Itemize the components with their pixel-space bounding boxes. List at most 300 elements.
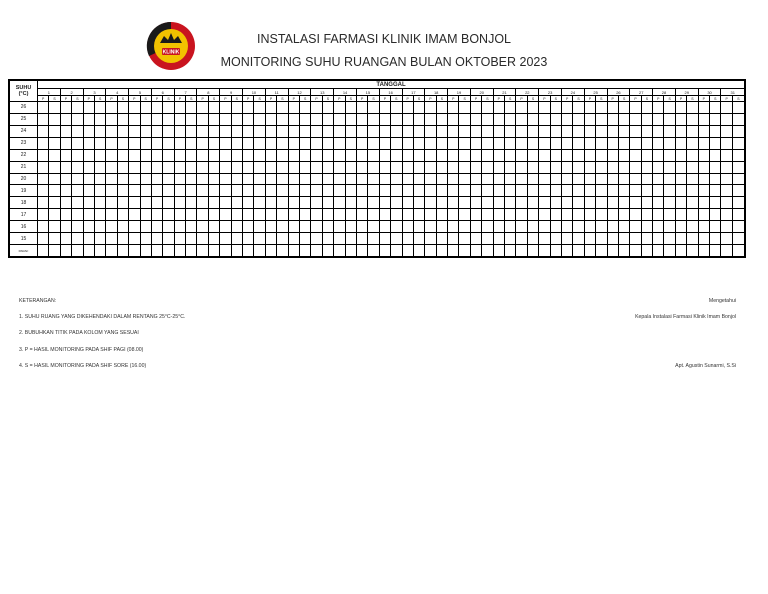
- reading-cell[interactable]: [630, 137, 641, 149]
- reading-cell[interactable]: [675, 113, 686, 125]
- reading-cell[interactable]: [231, 102, 242, 114]
- reading-cell[interactable]: [277, 137, 288, 149]
- reading-cell[interactable]: [721, 173, 732, 185]
- reading-cell[interactable]: [197, 185, 208, 197]
- reading-cell[interactable]: [596, 185, 607, 197]
- reading-cell[interactable]: [413, 173, 424, 185]
- reading-cell[interactable]: [630, 161, 641, 173]
- reading-cell[interactable]: [687, 245, 698, 257]
- reading-cell[interactable]: [505, 245, 516, 257]
- reading-cell[interactable]: [186, 125, 197, 137]
- reading-cell[interactable]: [391, 197, 402, 209]
- reading-cell[interactable]: [470, 221, 481, 233]
- reading-cell[interactable]: [186, 137, 197, 149]
- reading-cell[interactable]: [163, 221, 174, 233]
- reading-cell[interactable]: [561, 125, 572, 137]
- reading-cell[interactable]: [459, 233, 470, 245]
- reading-cell[interactable]: [516, 102, 527, 114]
- reading-cell[interactable]: [208, 102, 219, 114]
- reading-cell[interactable]: [277, 149, 288, 161]
- reading-cell[interactable]: [311, 161, 322, 173]
- reading-cell[interactable]: [94, 233, 105, 245]
- reading-cell[interactable]: [664, 233, 675, 245]
- reading-cell[interactable]: [698, 149, 709, 161]
- reading-cell[interactable]: [174, 125, 185, 137]
- reading-cell[interactable]: [618, 137, 629, 149]
- reading-cell[interactable]: [391, 221, 402, 233]
- reading-cell[interactable]: [49, 173, 60, 185]
- reading-cell[interactable]: [664, 197, 675, 209]
- reading-cell[interactable]: [129, 113, 140, 125]
- reading-cell[interactable]: [482, 102, 493, 114]
- reading-cell[interactable]: [391, 209, 402, 221]
- reading-cell[interactable]: [208, 137, 219, 149]
- reading-cell[interactable]: [539, 233, 550, 245]
- reading-cell[interactable]: [334, 113, 345, 125]
- reading-cell[interactable]: [470, 113, 481, 125]
- reading-cell[interactable]: [231, 137, 242, 149]
- reading-cell[interactable]: [163, 102, 174, 114]
- reading-cell[interactable]: [197, 245, 208, 257]
- reading-cell[interactable]: [129, 197, 140, 209]
- reading-cell[interactable]: [38, 125, 49, 137]
- reading-cell[interactable]: [277, 173, 288, 185]
- reading-cell[interactable]: [732, 125, 744, 137]
- reading-cell[interactable]: [721, 245, 732, 257]
- reading-cell[interactable]: [94, 161, 105, 173]
- reading-cell[interactable]: [584, 221, 595, 233]
- reading-cell[interactable]: [186, 197, 197, 209]
- reading-cell[interactable]: [527, 245, 538, 257]
- reading-cell[interactable]: [322, 245, 333, 257]
- reading-cell[interactable]: [607, 185, 618, 197]
- reading-cell[interactable]: [277, 233, 288, 245]
- reading-cell[interactable]: [425, 125, 436, 137]
- reading-cell[interactable]: [368, 221, 379, 233]
- reading-cell[interactable]: [208, 173, 219, 185]
- reading-cell[interactable]: [83, 197, 94, 209]
- reading-cell[interactable]: [641, 113, 652, 125]
- reading-cell[interactable]: [231, 233, 242, 245]
- reading-cell[interactable]: [675, 233, 686, 245]
- reading-cell[interactable]: [49, 125, 60, 137]
- reading-cell[interactable]: [163, 161, 174, 173]
- reading-cell[interactable]: [687, 185, 698, 197]
- reading-cell[interactable]: [174, 173, 185, 185]
- reading-cell[interactable]: [482, 221, 493, 233]
- reading-cell[interactable]: [561, 233, 572, 245]
- reading-cell[interactable]: [151, 221, 162, 233]
- reading-cell[interactable]: [311, 185, 322, 197]
- reading-cell[interactable]: [72, 161, 83, 173]
- reading-cell[interactable]: [653, 125, 664, 137]
- reading-cell[interactable]: [561, 137, 572, 149]
- reading-cell[interactable]: [356, 245, 367, 257]
- reading-cell[interactable]: [402, 173, 413, 185]
- reading-cell[interactable]: [630, 185, 641, 197]
- reading-cell[interactable]: [493, 149, 504, 161]
- reading-cell[interactable]: [664, 125, 675, 137]
- reading-cell[interactable]: [698, 185, 709, 197]
- reading-cell[interactable]: [117, 197, 128, 209]
- reading-cell[interactable]: [618, 102, 629, 114]
- reading-cell[interactable]: [60, 149, 71, 161]
- reading-cell[interactable]: [379, 185, 390, 197]
- reading-cell[interactable]: [311, 233, 322, 245]
- reading-cell[interactable]: [72, 209, 83, 221]
- reading-cell[interactable]: [345, 221, 356, 233]
- reading-cell[interactable]: [186, 245, 197, 257]
- reading-cell[interactable]: [94, 221, 105, 233]
- reading-cell[interactable]: [220, 233, 231, 245]
- reading-cell[interactable]: [505, 113, 516, 125]
- reading-cell[interactable]: [493, 102, 504, 114]
- reading-cell[interactable]: [299, 149, 310, 161]
- reading-cell[interactable]: [732, 113, 744, 125]
- reading-cell[interactable]: [174, 245, 185, 257]
- reading-cell[interactable]: [231, 161, 242, 173]
- reading-cell[interactable]: [49, 137, 60, 149]
- reading-cell[interactable]: [220, 209, 231, 221]
- reading-cell[interactable]: [243, 125, 254, 137]
- reading-cell[interactable]: [334, 233, 345, 245]
- reading-cell[interactable]: [186, 209, 197, 221]
- reading-cell[interactable]: [436, 221, 447, 233]
- reading-cell[interactable]: [641, 245, 652, 257]
- reading-cell[interactable]: [94, 137, 105, 149]
- reading-cell[interactable]: [163, 125, 174, 137]
- reading-cell[interactable]: [38, 221, 49, 233]
- reading-cell[interactable]: [163, 209, 174, 221]
- reading-cell[interactable]: [596, 113, 607, 125]
- reading-cell[interactable]: [539, 113, 550, 125]
- reading-cell[interactable]: [550, 233, 561, 245]
- reading-cell[interactable]: [265, 245, 276, 257]
- reading-cell[interactable]: [243, 185, 254, 197]
- reading-cell[interactable]: [596, 245, 607, 257]
- reading-cell[interactable]: [72, 185, 83, 197]
- reading-cell[interactable]: [140, 137, 151, 149]
- reading-cell[interactable]: [436, 102, 447, 114]
- reading-cell[interactable]: [413, 245, 424, 257]
- reading-cell[interactable]: [573, 233, 584, 245]
- reading-cell[interactable]: [208, 185, 219, 197]
- reading-cell[interactable]: [413, 161, 424, 173]
- reading-cell[interactable]: [641, 161, 652, 173]
- reading-cell[interactable]: [151, 125, 162, 137]
- reading-cell[interactable]: [265, 173, 276, 185]
- reading-cell[interactable]: [368, 197, 379, 209]
- reading-cell[interactable]: [379, 102, 390, 114]
- reading-cell[interactable]: [391, 245, 402, 257]
- reading-cell[interactable]: [83, 161, 94, 173]
- reading-cell[interactable]: [425, 102, 436, 114]
- reading-cell[interactable]: [573, 197, 584, 209]
- reading-cell[interactable]: [561, 209, 572, 221]
- reading-cell[interactable]: [687, 173, 698, 185]
- reading-cell[interactable]: [721, 125, 732, 137]
- reading-cell[interactable]: [561, 113, 572, 125]
- reading-cell[interactable]: [379, 233, 390, 245]
- reading-cell[interactable]: [550, 209, 561, 221]
- reading-cell[interactable]: [356, 209, 367, 221]
- reading-cell[interactable]: [607, 209, 618, 221]
- reading-cell[interactable]: [596, 161, 607, 173]
- reading-cell[interactable]: [664, 173, 675, 185]
- reading-cell[interactable]: [140, 149, 151, 161]
- reading-cell[interactable]: [470, 245, 481, 257]
- reading-cell[interactable]: [231, 149, 242, 161]
- reading-cell[interactable]: [630, 102, 641, 114]
- reading-cell[interactable]: [379, 137, 390, 149]
- reading-cell[interactable]: [186, 102, 197, 114]
- reading-cell[interactable]: [140, 125, 151, 137]
- reading-cell[interactable]: [573, 125, 584, 137]
- reading-cell[interactable]: [72, 125, 83, 137]
- reading-cell[interactable]: [334, 245, 345, 257]
- reading-cell[interactable]: [436, 113, 447, 125]
- reading-cell[interactable]: [220, 149, 231, 161]
- reading-cell[interactable]: [208, 245, 219, 257]
- reading-cell[interactable]: [254, 233, 265, 245]
- reading-cell[interactable]: [49, 233, 60, 245]
- reading-cell[interactable]: [163, 113, 174, 125]
- reading-cell[interactable]: [584, 209, 595, 221]
- reading-cell[interactable]: [618, 149, 629, 161]
- reading-cell[interactable]: [732, 173, 744, 185]
- reading-cell[interactable]: [425, 173, 436, 185]
- reading-cell[interactable]: [38, 102, 49, 114]
- reading-cell[interactable]: [208, 197, 219, 209]
- reading-cell[interactable]: [675, 221, 686, 233]
- reading-cell[interactable]: [653, 137, 664, 149]
- reading-cell[interactable]: [698, 113, 709, 125]
- reading-cell[interactable]: [345, 173, 356, 185]
- reading-cell[interactable]: [140, 209, 151, 221]
- reading-cell[interactable]: [561, 102, 572, 114]
- reading-cell[interactable]: [186, 113, 197, 125]
- reading-cell[interactable]: [106, 185, 117, 197]
- reading-cell[interactable]: [243, 102, 254, 114]
- reading-cell[interactable]: [516, 209, 527, 221]
- reading-cell[interactable]: [561, 185, 572, 197]
- reading-cell[interactable]: [151, 149, 162, 161]
- reading-cell[interactable]: [322, 113, 333, 125]
- reading-cell[interactable]: [710, 125, 721, 137]
- reading-cell[interactable]: [527, 161, 538, 173]
- reading-cell[interactable]: [710, 185, 721, 197]
- reading-cell[interactable]: [83, 209, 94, 221]
- reading-cell[interactable]: [539, 102, 550, 114]
- reading-cell[interactable]: [72, 221, 83, 233]
- reading-cell[interactable]: [322, 209, 333, 221]
- reading-cell[interactable]: [356, 137, 367, 149]
- reading-cell[interactable]: [243, 113, 254, 125]
- reading-cell[interactable]: [197, 233, 208, 245]
- reading-cell[interactable]: [505, 137, 516, 149]
- reading-cell[interactable]: [721, 233, 732, 245]
- reading-cell[interactable]: [243, 197, 254, 209]
- reading-cell[interactable]: [459, 161, 470, 173]
- reading-cell[interactable]: [140, 221, 151, 233]
- reading-cell[interactable]: [436, 245, 447, 257]
- reading-cell[interactable]: [505, 209, 516, 221]
- reading-cell[interactable]: [618, 221, 629, 233]
- reading-cell[interactable]: [550, 245, 561, 257]
- reading-cell[interactable]: [288, 137, 299, 149]
- reading-cell[interactable]: [186, 221, 197, 233]
- reading-cell[interactable]: [732, 161, 744, 173]
- reading-cell[interactable]: [151, 245, 162, 257]
- reading-cell[interactable]: [675, 149, 686, 161]
- reading-cell[interactable]: [505, 173, 516, 185]
- reading-cell[interactable]: [60, 125, 71, 137]
- reading-cell[interactable]: [641, 185, 652, 197]
- reading-cell[interactable]: [311, 245, 322, 257]
- reading-cell[interactable]: [288, 125, 299, 137]
- reading-cell[interactable]: [391, 137, 402, 149]
- reading-cell[interactable]: [49, 149, 60, 161]
- reading-cell[interactable]: [129, 137, 140, 149]
- reading-cell[interactable]: [345, 137, 356, 149]
- reading-cell[interactable]: [243, 173, 254, 185]
- reading-cell[interactable]: [618, 209, 629, 221]
- reading-cell[interactable]: [197, 161, 208, 173]
- reading-cell[interactable]: [288, 245, 299, 257]
- reading-cell[interactable]: [550, 102, 561, 114]
- reading-cell[interactable]: [413, 197, 424, 209]
- reading-cell[interactable]: [436, 149, 447, 161]
- reading-cell[interactable]: [630, 233, 641, 245]
- reading-cell[interactable]: [140, 113, 151, 125]
- reading-cell[interactable]: [573, 113, 584, 125]
- reading-cell[interactable]: [505, 185, 516, 197]
- reading-cell[interactable]: [140, 173, 151, 185]
- reading-cell[interactable]: [493, 173, 504, 185]
- reading-cell[interactable]: [129, 245, 140, 257]
- reading-cell[interactable]: [584, 173, 595, 185]
- reading-cell[interactable]: [322, 197, 333, 209]
- reading-cell[interactable]: [60, 173, 71, 185]
- reading-cell[interactable]: [174, 185, 185, 197]
- reading-cell[interactable]: [641, 102, 652, 114]
- reading-cell[interactable]: [356, 221, 367, 233]
- reading-cell[interactable]: [425, 161, 436, 173]
- reading-cell[interactable]: [732, 233, 744, 245]
- reading-cell[interactable]: [197, 149, 208, 161]
- reading-cell[interactable]: [72, 113, 83, 125]
- reading-cell[interactable]: [60, 197, 71, 209]
- reading-cell[interactable]: [334, 137, 345, 149]
- reading-cell[interactable]: [710, 245, 721, 257]
- reading-cell[interactable]: [573, 185, 584, 197]
- reading-cell[interactable]: [38, 233, 49, 245]
- reading-cell[interactable]: [448, 149, 459, 161]
- reading-cell[interactable]: [573, 173, 584, 185]
- reading-cell[interactable]: [117, 245, 128, 257]
- reading-cell[interactable]: [470, 233, 481, 245]
- reading-cell[interactable]: [140, 102, 151, 114]
- reading-cell[interactable]: [561, 245, 572, 257]
- reading-cell[interactable]: [436, 233, 447, 245]
- reading-cell[interactable]: [311, 173, 322, 185]
- reading-cell[interactable]: [596, 209, 607, 221]
- reading-cell[interactable]: [664, 113, 675, 125]
- reading-cell[interactable]: [664, 245, 675, 257]
- reading-cell[interactable]: [550, 137, 561, 149]
- reading-cell[interactable]: [505, 125, 516, 137]
- reading-cell[interactable]: [254, 173, 265, 185]
- reading-cell[interactable]: [140, 245, 151, 257]
- reading-cell[interactable]: [573, 102, 584, 114]
- reading-cell[interactable]: [299, 185, 310, 197]
- reading-cell[interactable]: [664, 149, 675, 161]
- reading-cell[interactable]: [698, 102, 709, 114]
- reading-cell[interactable]: [698, 173, 709, 185]
- reading-cell[interactable]: [129, 209, 140, 221]
- reading-cell[interactable]: [527, 173, 538, 185]
- reading-cell[interactable]: [368, 149, 379, 161]
- reading-cell[interactable]: [356, 173, 367, 185]
- reading-cell[interactable]: [516, 233, 527, 245]
- reading-cell[interactable]: [470, 149, 481, 161]
- reading-cell[interactable]: [448, 221, 459, 233]
- reading-cell[interactable]: [459, 102, 470, 114]
- reading-cell[interactable]: [265, 125, 276, 137]
- reading-cell[interactable]: [117, 137, 128, 149]
- reading-cell[interactable]: [345, 113, 356, 125]
- reading-cell[interactable]: [698, 161, 709, 173]
- reading-cell[interactable]: [94, 185, 105, 197]
- reading-cell[interactable]: [550, 197, 561, 209]
- reading-cell[interactable]: [83, 245, 94, 257]
- reading-cell[interactable]: [505, 221, 516, 233]
- reading-cell[interactable]: [584, 125, 595, 137]
- reading-cell[interactable]: [493, 245, 504, 257]
- reading-cell[interactable]: [345, 233, 356, 245]
- reading-cell[interactable]: [493, 233, 504, 245]
- reading-cell[interactable]: [83, 137, 94, 149]
- reading-cell[interactable]: [288, 102, 299, 114]
- reading-cell[interactable]: [425, 197, 436, 209]
- reading-cell[interactable]: [505, 161, 516, 173]
- reading-cell[interactable]: [117, 173, 128, 185]
- reading-cell[interactable]: [459, 113, 470, 125]
- reading-cell[interactable]: [539, 173, 550, 185]
- reading-cell[interactable]: [83, 113, 94, 125]
- reading-cell[interactable]: [288, 221, 299, 233]
- reading-cell[interactable]: [482, 197, 493, 209]
- reading-cell[interactable]: [459, 173, 470, 185]
- reading-cell[interactable]: [220, 102, 231, 114]
- reading-cell[interactable]: [220, 221, 231, 233]
- reading-cell[interactable]: [208, 209, 219, 221]
- reading-cell[interactable]: [322, 161, 333, 173]
- reading-cell[interactable]: [299, 209, 310, 221]
- reading-cell[interactable]: [641, 125, 652, 137]
- reading-cell[interactable]: [72, 149, 83, 161]
- reading-cell[interactable]: [299, 221, 310, 233]
- reading-cell[interactable]: [584, 113, 595, 125]
- reading-cell[interactable]: [311, 125, 322, 137]
- reading-cell[interactable]: [402, 245, 413, 257]
- reading-cell[interactable]: [60, 102, 71, 114]
- reading-cell[interactable]: [265, 149, 276, 161]
- reading-cell[interactable]: [174, 233, 185, 245]
- reading-cell[interactable]: [470, 197, 481, 209]
- reading-cell[interactable]: [151, 102, 162, 114]
- reading-cell[interactable]: [94, 209, 105, 221]
